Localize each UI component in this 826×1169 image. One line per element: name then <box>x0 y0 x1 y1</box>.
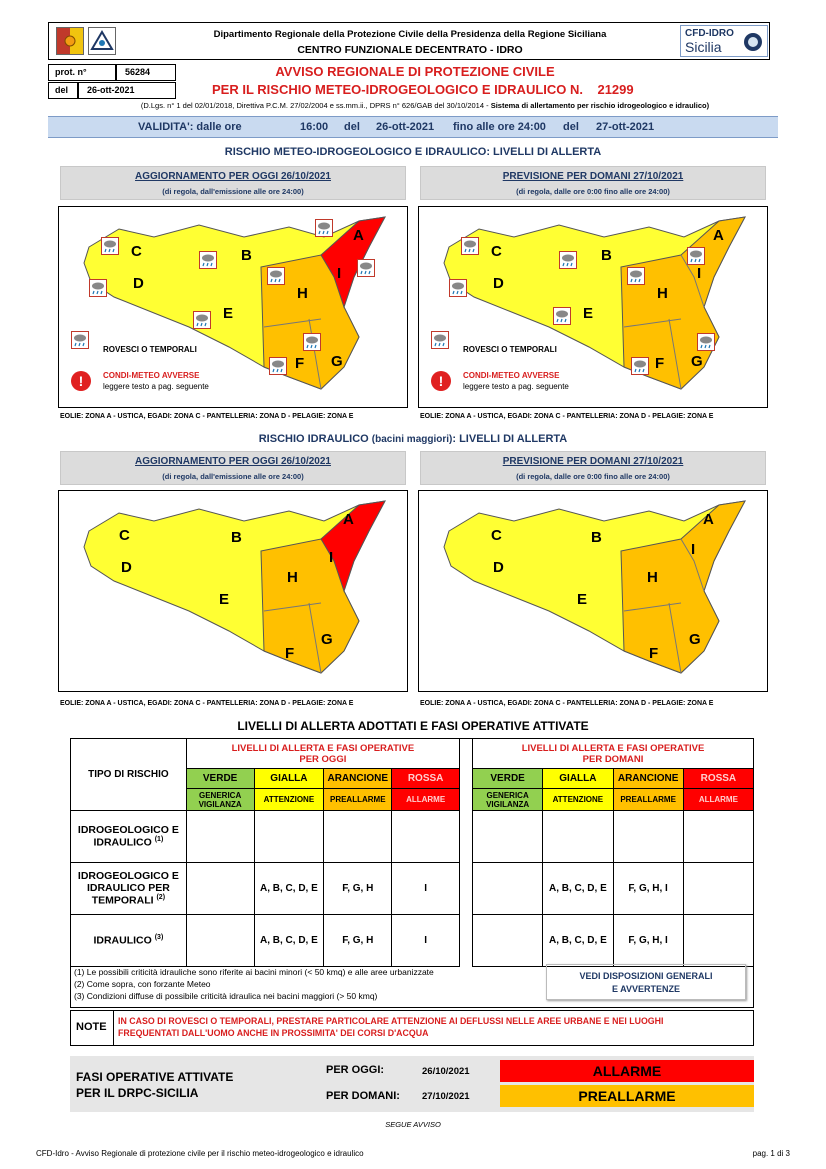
section2-right-header: PREVISIONE PER DOMANI 27/10/2021 (di regola, dalle ore 0:00 fino alle ore 24:00) <box>420 451 766 485</box>
zone-f-label: F <box>649 645 659 662</box>
zone-h-label: H <box>297 285 308 302</box>
condi-label: CONDI-METEO AVVERSE <box>463 371 560 380</box>
zone-c-label: C <box>131 243 142 260</box>
storm-icon <box>267 267 285 285</box>
table-row <box>473 811 754 863</box>
storm-legend-icon <box>71 331 89 349</box>
warning-icon: ! <box>71 371 91 391</box>
map-meteo-tomorrow <box>418 206 768 408</box>
del-label: del <box>48 82 78 99</box>
condi-label: CONDI-METEO AVVERSE <box>103 371 200 380</box>
levels-table-right: LIVELLI DI ALLERTA E FASI OPERATIVE PER DOMANI VERDE GIALLA ARANCIONE ROSSA GENERICA VIGILANZA ATTENZIONE PREALLARME ALLARME A, B, C, D, E F, G, H, I A, B, C, D, E F, G, H, I <box>472 738 754 967</box>
zone-g-label: G <box>331 353 343 370</box>
zone-a-label: A <box>353 227 364 244</box>
zone-a-label: A <box>703 511 714 528</box>
sicily-region-logo <box>56 27 84 55</box>
civil-protection-logo <box>88 27 116 55</box>
islands-note-right-2: EOLIE: ZONA A - USTICA, EGADI: ZONA C - PANTELLERIA: ZONA D - PELAGIE: ZONA E <box>420 700 714 707</box>
prot-label: prot. n° <box>48 64 116 81</box>
zone-e-label: E <box>577 591 588 608</box>
storm-icon <box>193 311 211 329</box>
storm-icon <box>101 237 119 255</box>
zone-h-label: H <box>287 569 298 586</box>
del-value: 26-ott-2021 <box>78 82 176 99</box>
zone-e-label: E <box>583 305 594 322</box>
zone-g-label: G <box>689 631 701 648</box>
map-hydraulic-tomorrow <box>418 490 768 692</box>
islands-note-left-2: EOLIE: ZONA A - USTICA, EGADI: ZONA C - PANTELLERIA: ZONA D - PELAGIE: ZONA E <box>60 700 354 707</box>
storm-legend-label: ROVESCI O TEMPORALI <box>103 345 197 354</box>
section1-left-header: AGGIORNAMENTO PER OGGI 26/10/2021 (di regola, dall'emissione alle ore 24:00) <box>60 166 406 200</box>
table-row: A, B, C, D, E F, G, H, I <box>473 863 754 915</box>
phases-tomorrow-label: PER DOMANI: <box>326 1090 400 1102</box>
storm-icon <box>89 279 107 297</box>
zone-c-label: C <box>491 527 502 544</box>
zone-d-label: D <box>133 275 144 292</box>
segue-avviso: SEGUE AVVISO <box>385 1120 441 1129</box>
zone-e-label: E <box>223 305 234 322</box>
phases-today-label: PER OGGI: <box>326 1064 385 1076</box>
storm-icon <box>357 259 375 277</box>
islands-note-left: EOLIE: ZONA A - USTICA, EGADI: ZONA C - PANTELLERIA: ZONA D - PELAGIE: ZONA E <box>60 413 354 420</box>
islands-note-right: EOLIE: ZONA A - USTICA, EGADI: ZONA C - PANTELLERIA: ZONA D - PELAGIE: ZONA E <box>420 413 714 420</box>
storm-icon <box>269 357 287 375</box>
legal-ref: (D.Lgs. n° 1 del 02/01/2018, Direttiva P.C.M. 27/02/2004 e ss.mm.ii., DPRS n° 626/GAB del 30/10/2014 - Sistema di allertamento per rischio idrogeologico e idraulico) <box>140 101 710 110</box>
table-row: IDROGEOLOGICO E IDRAULICO $^{(1)}$ <box>71 811 460 863</box>
storm-icon <box>687 247 705 265</box>
zone-g-label: G <box>691 353 703 370</box>
zone-b-label: B <box>241 247 252 264</box>
storm-icon <box>315 219 333 237</box>
zone-f-label: F <box>655 355 665 372</box>
note-label: NOTE <box>76 1021 107 1033</box>
storm-icon <box>553 307 571 325</box>
levels-table-left: TIPO DI RISCHIO LIVELLI DI ALLERTA E FASI OPERATIVE PER OGGI VERDE GIALLA ARANCIONE ROSSA GENERICA VIGILANZA ATTENZIONE PREALLARME ALLARME IDROGEOLOGICO E IDRAULICO $^{(1)}$ IDROGEOLOGICO E IDRAULICO PER TEMPORALI $^{(2)}$ A, B, C, D, E F, G, H I IDRAULICO $^{(3)}$ A, B, C, D, E F, G, H I <box>70 738 460 967</box>
table-row: IDROGEOLOGICO E IDRAULICO PER TEMPORALI $^{(2)}$ A, B, C, D, E F, G, H I <box>71 863 460 915</box>
prot-value: 56284 <box>116 64 176 81</box>
map-hydraulic-today <box>58 490 408 692</box>
vedi-disposizioni-button[interactable]: VEDI DISPOSIZIONI GENERALI E AVVERTENZE <box>546 964 746 1000</box>
zone-h-label: H <box>647 569 658 586</box>
zone-b-label: B <box>601 247 612 264</box>
zone-b-label: B <box>231 529 242 546</box>
note-divider <box>113 1010 114 1046</box>
dept-name: Dipartimento Regionale della Protezione Civile della Presidenza della Regione Siciliana <box>213 29 607 40</box>
footer-left: CFD-Idro - Avviso Regionale di protezione civile per il rischio meteo-idrogeologico e idraulico <box>36 1149 364 1158</box>
phases-today-badge: ALLARME <box>500 1060 754 1082</box>
note-text: IN CASO DI ROVESCI O TEMPORALI, PRESTARE PARTICOLARE ATTENZIONE AI DEFLUSSI NELLE AREE URBANE E NEI LUOGHI FREQUENTATI DALL'UOMO ANCHE IN PROSSIMITA' DEI CORSI D'ACQUA <box>118 1016 664 1038</box>
map-meteo-today <box>58 206 408 408</box>
zone-f-label: F <box>285 645 295 662</box>
avviso-number: 21299 <box>597 82 634 97</box>
zone-g-label: G <box>321 631 333 648</box>
zone-i-label: I <box>691 541 696 558</box>
zone-e-label: E <box>219 591 230 608</box>
condi-sub: leggere testo a pag. seguente <box>103 382 209 391</box>
section2-title: RISCHIO IDRAULICO (bacini maggiori): LIVELLI DI ALLERTA <box>258 433 568 445</box>
storm-icon <box>627 267 645 285</box>
zone-a-label: A <box>343 511 354 528</box>
storm-icon <box>559 251 577 269</box>
storm-icon <box>303 333 321 351</box>
storm-legend-label: ROVESCI O TEMPORALI <box>463 345 557 354</box>
title-line2: PER IL RISCHIO METEO-IDROGEOLOGICO E IDRAULICO N. 21299 <box>212 82 634 97</box>
storm-icon <box>449 279 467 297</box>
zone-c-label: C <box>119 527 130 544</box>
condi-sub: leggere testo a pag. seguente <box>463 382 569 391</box>
phases-label: FASI OPERATIVE ATTIVATE PER IL DRPC-SICILIA <box>76 1070 234 1100</box>
validity-banner: VALIDITA': dalle ore 16:00 del 26-ott-2021 fino alle ore 24:00 del 27-ott-2021 <box>48 116 778 138</box>
tipo-header: TIPO DI RISCHIO <box>71 739 187 811</box>
storm-icon <box>199 251 217 269</box>
storm-icon <box>697 333 715 351</box>
cfd-idro-logo: CFD-IDRO Sicilia <box>680 25 768 57</box>
zone-f-label: F <box>295 355 305 372</box>
zone-c-label: C <box>491 243 502 260</box>
phases-today-date: 26/10/2021 <box>422 1066 470 1077</box>
table-row: A, B, C, D, E F, G, H, I <box>473 915 754 967</box>
storm-icon <box>461 237 479 255</box>
section1-title: RISCHIO METEO-IDROGEOLOGICO E IDRAULICO: LIVELLI DI ALLERTA <box>224 146 602 158</box>
warning-icon: ! <box>431 371 451 391</box>
section1-right-header: PREVISIONE PER DOMANI 27/10/2021 (di regola, dalle ore 0:00 fino alle ore 24:00) <box>420 166 766 200</box>
zone-d-label: D <box>121 559 132 576</box>
storm-legend-icon <box>431 331 449 349</box>
zone-i-label: I <box>337 265 342 282</box>
zone-b-label: B <box>591 529 602 546</box>
tomorrow-header: LIVELLI DI ALLERTA E FASI OPERATIVE PER DOMANI <box>473 739 754 769</box>
zone-i-label: I <box>697 265 702 282</box>
zone-a-label: A <box>713 227 724 244</box>
centre-name: CENTRO FUNZIONALE DECENTRATO - IDRO <box>297 44 523 56</box>
section2-left-header: AGGIORNAMENTO PER OGGI 26/10/2021 (di regola, dall'emissione alle ore 24:00) <box>60 451 406 485</box>
title-line1: AVVISO REGIONALE DI PROTEZIONE CIVILE <box>275 64 555 79</box>
zone-d-label: D <box>493 559 504 576</box>
storm-icon <box>631 357 649 375</box>
today-header: LIVELLI DI ALLERTA E FASI OPERATIVE PER OGGI <box>186 739 459 769</box>
zone-d-label: D <box>493 275 504 292</box>
phases-tomorrow-date: 27/10/2021 <box>422 1091 470 1102</box>
phases-tomorrow-badge: PREALLARME <box>500 1085 754 1107</box>
zone-h-label: H <box>657 285 668 302</box>
footnotes: (1) Le possibili criticità idrauliche sono riferite ai bacini minori (< 50 kmq) e alle aree urbanizzate (2) Come sopra, con forzante Meteo (3) Condizioni diffuse di possibile criticità idraulica nei bacini maggiori (> 50 kmq) <box>74 967 434 1001</box>
zone-i-label: I <box>329 549 334 566</box>
table-row: IDRAULICO $^{(3)}$ A, B, C, D, E F, G, H I <box>71 915 460 967</box>
levels-title: LIVELLI DI ALLERTA ADOTTATI E FASI OPERATIVE ATTIVATE <box>237 719 589 733</box>
footer-page: pag. 1 di 3 <box>752 1149 790 1158</box>
